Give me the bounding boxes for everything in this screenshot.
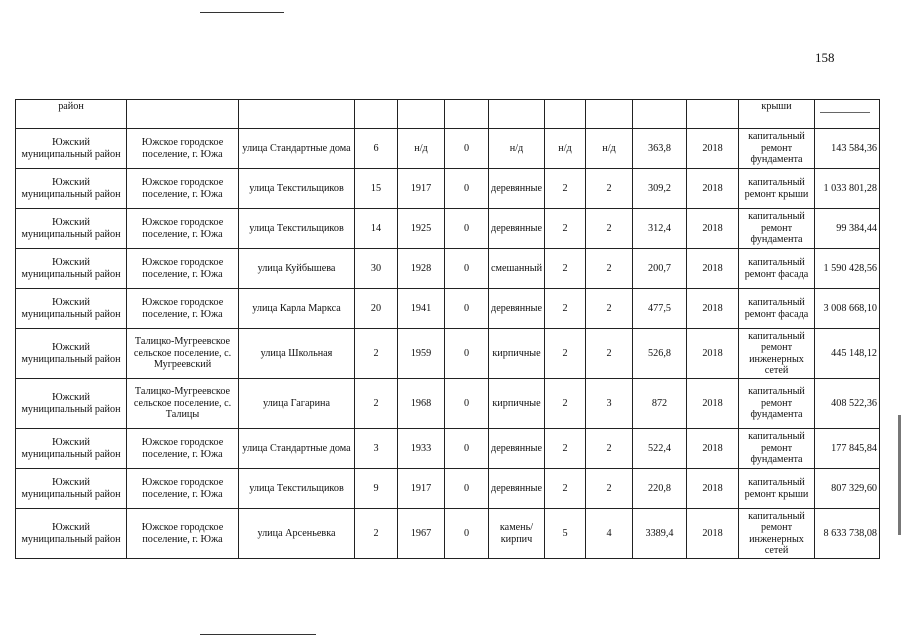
table-cell: 1928 bbox=[398, 249, 445, 289]
table-cell: 0 bbox=[445, 509, 489, 559]
table-row bbox=[16, 429, 880, 469]
table-cell: Южское городское поселение, г. Южа bbox=[127, 289, 239, 329]
table-cell: деревянные bbox=[489, 429, 545, 469]
table-cell: 2018 bbox=[687, 379, 739, 429]
header-cell bbox=[445, 100, 489, 129]
table-cell: 3 bbox=[586, 379, 633, 429]
table-cell: улица Текстильщиков bbox=[239, 469, 355, 509]
header-cell bbox=[489, 100, 545, 129]
table-cell: улица Стандартные дома bbox=[239, 429, 355, 469]
header-cell bbox=[687, 100, 739, 129]
table-cell: 522,4 bbox=[633, 429, 687, 469]
table-cell: капитальный ремонт фундамента bbox=[739, 379, 815, 429]
table-row bbox=[16, 509, 880, 559]
table-cell: 0 bbox=[445, 429, 489, 469]
table-cell: капитальный ремонт фасада bbox=[739, 289, 815, 329]
table-cell: 1933 bbox=[398, 429, 445, 469]
table-cell: смешанный bbox=[489, 249, 545, 289]
header-cell: район bbox=[16, 100, 127, 129]
table-cell: 2 bbox=[545, 379, 586, 429]
table-cell: капитальный ремонт фундамента bbox=[739, 129, 815, 169]
table-row bbox=[16, 169, 880, 209]
table-cell: 0 bbox=[445, 129, 489, 169]
table-cell: Южское городское поселение, г. Южа bbox=[127, 209, 239, 249]
table-cell: 2018 bbox=[687, 209, 739, 249]
table-header-row bbox=[16, 100, 880, 129]
table-cell: Талицко-Мугреевское сельское поселение, с. Мугреевский bbox=[127, 329, 239, 379]
table-cell: 9 bbox=[355, 469, 398, 509]
table-cell: 0 bbox=[445, 469, 489, 509]
table-cell: 1 590 428,56 bbox=[815, 249, 880, 289]
table-cell: 477,5 bbox=[633, 289, 687, 329]
table-cell: улица Стандартные дома bbox=[239, 129, 355, 169]
table-cell: 220,8 bbox=[633, 469, 687, 509]
table-cell: н/д bbox=[489, 129, 545, 169]
table-cell: 0 bbox=[445, 249, 489, 289]
table-cell: Южский муниципальный район bbox=[16, 379, 127, 429]
table-cell: 2 bbox=[545, 209, 586, 249]
table-cell: улица Текстильщиков bbox=[239, 209, 355, 249]
table-cell: н/д bbox=[586, 129, 633, 169]
table-row bbox=[16, 289, 880, 329]
table-cell: 2 bbox=[586, 169, 633, 209]
table-cell: Южский муниципальный район bbox=[16, 169, 127, 209]
repair-table bbox=[15, 99, 880, 559]
table-cell: улица Гагарина bbox=[239, 379, 355, 429]
table-cell: улица Арсеньевка bbox=[239, 509, 355, 559]
table-cell: 2018 bbox=[687, 329, 739, 379]
table-cell: 2 bbox=[545, 289, 586, 329]
table-cell: Талицко-Мугреевское сельское поселение, с. Талицы bbox=[127, 379, 239, 429]
header-cell bbox=[239, 100, 355, 129]
scan-edge-mark bbox=[898, 415, 901, 535]
table-cell: 2 bbox=[545, 329, 586, 379]
table-cell: 3 008 668,10 bbox=[815, 289, 880, 329]
table-row bbox=[16, 379, 880, 429]
table-cell: 309,2 bbox=[633, 169, 687, 209]
table-cell: 2 bbox=[545, 429, 586, 469]
table-cell: 408 522,36 bbox=[815, 379, 880, 429]
table-cell: 15 bbox=[355, 169, 398, 209]
table-cell: Южский муниципальный район bbox=[16, 429, 127, 469]
table-cell: Южское городское поселение, г. Южа bbox=[127, 469, 239, 509]
repair-table-body bbox=[16, 100, 880, 559]
table-cell: 312,4 bbox=[633, 209, 687, 249]
table-cell: кирпичные bbox=[489, 379, 545, 429]
table-cell: капитальный ремонт фасада bbox=[739, 249, 815, 289]
table-cell: 14 bbox=[355, 209, 398, 249]
table-cell: 2 bbox=[586, 289, 633, 329]
table-cell: капитальный ремонт крыши bbox=[739, 469, 815, 509]
table-cell: 1 033 801,28 bbox=[815, 169, 880, 209]
table-cell: Южский муниципальный район bbox=[16, 249, 127, 289]
table-cell: 2 bbox=[586, 469, 633, 509]
table-cell: 143 584,36 bbox=[815, 129, 880, 169]
table-cell: кирпичные bbox=[489, 329, 545, 379]
table-cell: Южское городское поселение, г. Южа bbox=[127, 509, 239, 559]
table-cell: капитальный ремонт инженерных сетей bbox=[739, 329, 815, 379]
table-cell: 0 bbox=[445, 329, 489, 379]
table-cell: 2018 bbox=[687, 129, 739, 169]
header-cell bbox=[398, 100, 445, 129]
table-cell: Южское городское поселение, г. Южа bbox=[127, 429, 239, 469]
table-cell: 2 bbox=[355, 379, 398, 429]
table-cell: 3 bbox=[355, 429, 398, 469]
table-cell: капитальный ремонт крыши bbox=[739, 169, 815, 209]
table-cell: н/д bbox=[545, 129, 586, 169]
table-cell: 4 bbox=[586, 509, 633, 559]
table-cell: 2 bbox=[545, 249, 586, 289]
header-cell bbox=[545, 100, 586, 129]
table-cell: улица Куйбышева bbox=[239, 249, 355, 289]
header-cell bbox=[127, 100, 239, 129]
table-cell: Южское городское поселение, г. Южа bbox=[127, 129, 239, 169]
table-cell: 0 bbox=[445, 289, 489, 329]
table-cell: деревянные bbox=[489, 469, 545, 509]
table-cell: Южский муниципальный район bbox=[16, 469, 127, 509]
table-cell: 2 bbox=[586, 249, 633, 289]
header-cell bbox=[633, 100, 687, 129]
table-row bbox=[16, 129, 880, 169]
table-cell: 2018 bbox=[687, 249, 739, 289]
table-cell: Южское городское поселение, г. Южа bbox=[127, 169, 239, 209]
table-cell: 2018 bbox=[687, 469, 739, 509]
table-cell: 1925 bbox=[398, 209, 445, 249]
table-cell: Южское городское поселение, г. Южа bbox=[127, 249, 239, 289]
table-cell: Южский муниципальный район bbox=[16, 329, 127, 379]
header-cell: крыши bbox=[739, 100, 815, 129]
table-cell: 2 bbox=[355, 509, 398, 559]
table-cell: 1968 bbox=[398, 379, 445, 429]
table-cell: деревянные bbox=[489, 289, 545, 329]
table-cell: 2018 bbox=[687, 429, 739, 469]
table-cell: 2 bbox=[586, 429, 633, 469]
table-cell: 3389,4 bbox=[633, 509, 687, 559]
table-cell: 2 bbox=[355, 329, 398, 379]
table-cell: 0 bbox=[445, 209, 489, 249]
table-cell: деревянные bbox=[489, 209, 545, 249]
table-cell: 807 329,60 bbox=[815, 469, 880, 509]
table-cell: 2018 bbox=[687, 509, 739, 559]
table-row bbox=[16, 329, 880, 379]
header-cell bbox=[355, 100, 398, 129]
table-cell: 0 bbox=[445, 379, 489, 429]
table-cell: Южский муниципальный район bbox=[16, 209, 127, 249]
table-cell: 2 bbox=[586, 329, 633, 379]
table-cell: 2 bbox=[545, 169, 586, 209]
table-cell: 8 633 738,08 bbox=[815, 509, 880, 559]
table-cell: 1967 bbox=[398, 509, 445, 559]
table-cell: 99 384,44 bbox=[815, 209, 880, 249]
table-cell: н/д bbox=[398, 129, 445, 169]
table-cell: 0 bbox=[445, 169, 489, 209]
table-cell: улица Школьная bbox=[239, 329, 355, 379]
table-cell: Южский муниципальный район bbox=[16, 129, 127, 169]
table-cell: Южский муниципальный район bbox=[16, 509, 127, 559]
header-cell bbox=[586, 100, 633, 129]
table-cell: 872 bbox=[633, 379, 687, 429]
table-row bbox=[16, 469, 880, 509]
table-cell: 2018 bbox=[687, 169, 739, 209]
table-cell: 177 845,84 bbox=[815, 429, 880, 469]
table-cell: 2 bbox=[545, 469, 586, 509]
table-row bbox=[16, 209, 880, 249]
table-cell: 20 bbox=[355, 289, 398, 329]
table-cell: 6 bbox=[355, 129, 398, 169]
table-cell: 363,8 bbox=[633, 129, 687, 169]
page-number: 158 bbox=[815, 50, 835, 65]
table-cell: Южский муниципальный район bbox=[16, 289, 127, 329]
table-cell: улица Карла Маркса bbox=[239, 289, 355, 329]
table-cell: капитальный ремонт инженерных сетей bbox=[739, 509, 815, 559]
table-cell: капитальный ремонт фундамента bbox=[739, 429, 815, 469]
table-cell: 445 148,12 bbox=[815, 329, 880, 379]
scan-artifact-line-top bbox=[200, 12, 284, 13]
scan-artifact-line-bottom bbox=[200, 634, 316, 635]
table-cell: 5 bbox=[545, 509, 586, 559]
header-cell bbox=[815, 100, 880, 129]
table-cell: 2 bbox=[586, 209, 633, 249]
table-cell: 200,7 bbox=[633, 249, 687, 289]
table-cell: капитальный ремонт фундамента bbox=[739, 209, 815, 249]
table-cell: улица Текстильщиков bbox=[239, 169, 355, 209]
table-cell: 1959 bbox=[398, 329, 445, 379]
table-cell: деревянные bbox=[489, 169, 545, 209]
table-cell: 526,8 bbox=[633, 329, 687, 379]
table-cell: 1917 bbox=[398, 169, 445, 209]
table-cell: 30 bbox=[355, 249, 398, 289]
table-cell: 2018 bbox=[687, 289, 739, 329]
table-cell: камень/кирпич bbox=[489, 509, 545, 559]
table-row bbox=[16, 249, 880, 289]
table-cell: 1917 bbox=[398, 469, 445, 509]
table-cell: 1941 bbox=[398, 289, 445, 329]
